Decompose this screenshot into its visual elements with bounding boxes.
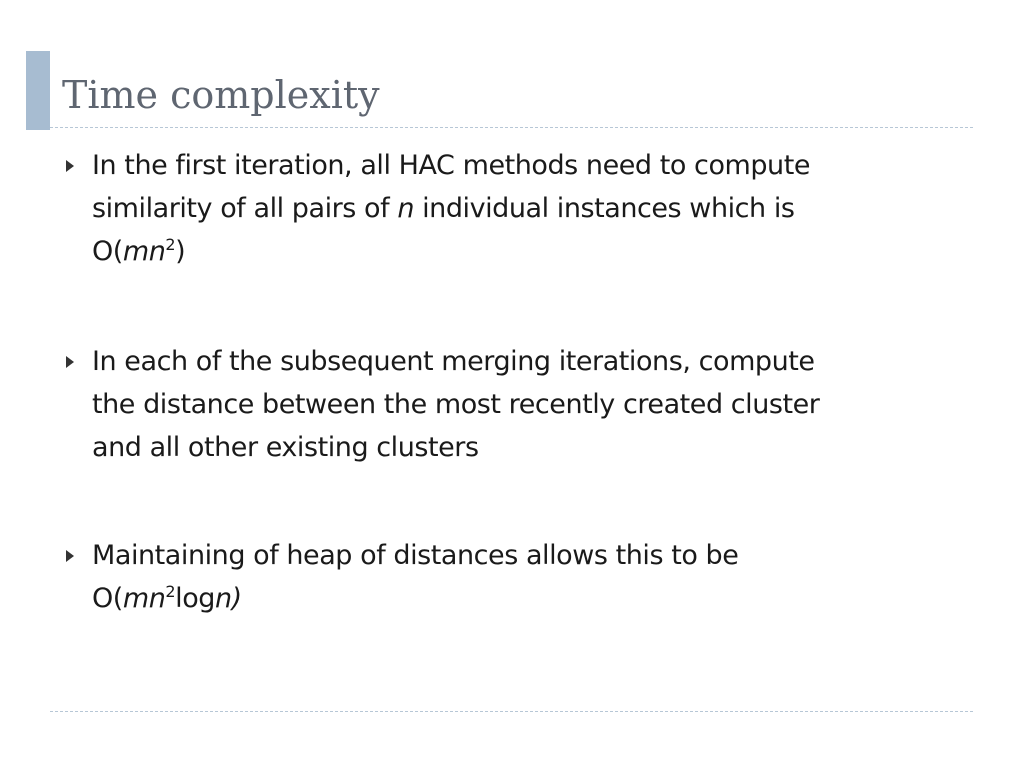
variable-n: n [397, 193, 414, 224]
bullet-item [62, 144, 962, 273]
triangle-right-icon [66, 356, 74, 368]
formula-close: ) [231, 583, 242, 614]
bullet-item [62, 534, 962, 620]
bullet-item [62, 340, 962, 469]
triangle-right-icon [66, 160, 74, 172]
bullet-text-line: In the first iteration, all HAC methods need to compute [92, 150, 811, 181]
bullet-text-line: the distance between the most recently created cluster [92, 389, 820, 420]
exponent: 2 [165, 582, 176, 601]
bullet-text-segment: individual instances which is [413, 193, 795, 224]
footer-divider [50, 711, 973, 712]
exponent: 2 [165, 235, 176, 254]
formula-open: O( [92, 236, 123, 267]
bullet-text-line: and all other existing clusters [92, 432, 479, 463]
formula-open: O( [92, 583, 123, 614]
formula-close: ) [175, 236, 186, 267]
triangle-right-icon [66, 550, 74, 562]
variable-mn: mn [122, 583, 166, 614]
bullet-text [92, 534, 932, 620]
bullet-text-line: In each of the subsequent merging iterations, compute [92, 346, 815, 377]
bullet-text [92, 340, 932, 469]
bullet-text-segment: similarity of all pairs of [92, 193, 398, 224]
variable-mn: mn [122, 236, 166, 267]
bullet-text-line: Maintaining of heap of distances allows this to be [92, 540, 739, 571]
slide-title: Time complexity [62, 73, 380, 117]
log-text: log [175, 583, 215, 614]
variable-n: n [214, 583, 232, 614]
bullet-text [92, 144, 932, 273]
